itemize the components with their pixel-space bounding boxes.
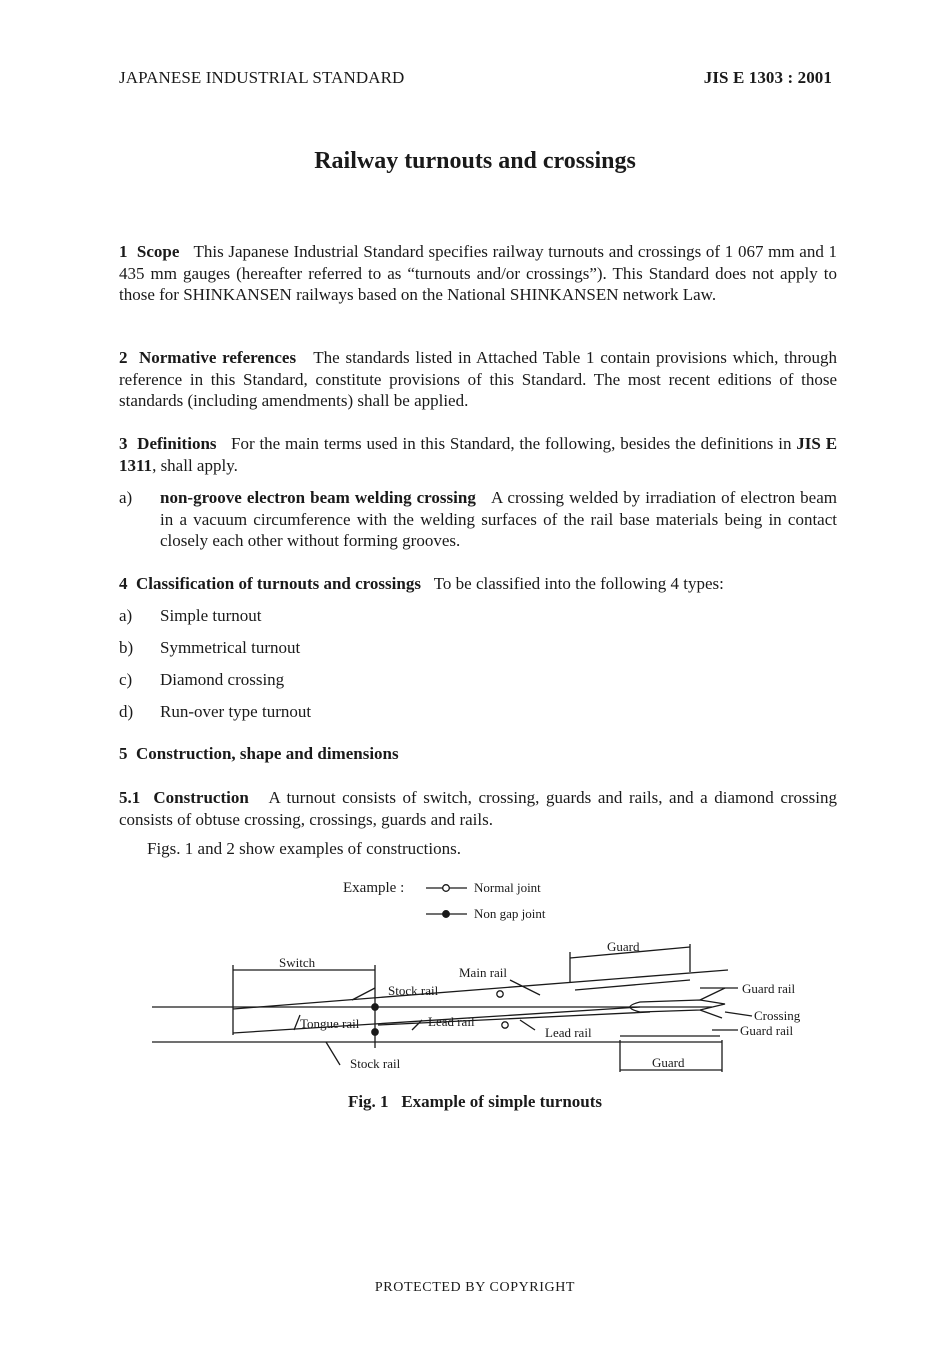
list-item-label: a) — [119, 606, 133, 625]
construction-heading: Construction — [153, 788, 249, 807]
scope-heading: Scope — [136, 242, 180, 261]
section-normative-references — [119, 347, 837, 412]
figs-note: Figs. 1 and 2 show examples of constructions. — [147, 839, 461, 858]
list-item-label: d) — [119, 702, 134, 721]
section-classification — [119, 573, 837, 595]
crossing-frog — [630, 1000, 725, 1012]
footer-copyright: PROTECTED BY COPYRIGHT — [374, 1280, 576, 1295]
nongap-joint-icon — [372, 1004, 378, 1010]
section-scope — [119, 241, 837, 306]
section-construction-shape — [119, 744, 399, 764]
normal-joint-icon — [497, 991, 503, 997]
normative-heading: Normative references — [138, 348, 297, 367]
lead-rail-1-label: Lead rail — [428, 1014, 475, 1029]
definition-term: non-groove electron beam welding crossing — [160, 488, 476, 507]
guard-rail-top-label: Guard rail — [742, 981, 796, 996]
legend-normal-joint-icon — [443, 885, 450, 892]
list-item — [119, 669, 837, 691]
guard-rail-top-line — [575, 980, 690, 990]
section-construction — [119, 787, 837, 830]
construction-number: 5.1 — [119, 788, 141, 807]
figure-caption — [0, 1092, 950, 1112]
nongap-joint-icon — [372, 1029, 378, 1035]
normal-joint-icon — [502, 1022, 508, 1028]
definitions-text-after: , shall apply. — [152, 455, 238, 475]
definition-text: A crossing welded by irradiation of electron beam in a vacuum circumference with the welding surfaces of the rail base materials being in contact closely each other without forming grooves. — [160, 488, 837, 550]
figure-caption-text: Example of simple turnouts — [401, 1092, 603, 1111]
lead-rail-2-label: Lead rail — [545, 1025, 592, 1040]
definitions-text: For the main terms used in this Standard, the following, besides the definitions in — [231, 434, 792, 453]
list-item — [119, 701, 837, 723]
classification-number: 4 — [119, 574, 128, 593]
main-rail-leader — [510, 980, 540, 995]
list-item-label: b) — [119, 638, 134, 657]
legend-normal-label: Normal joint — [474, 880, 541, 895]
definition-item — [119, 487, 837, 552]
construction-shape-heading: Construction, shape and dimensions — [136, 744, 399, 763]
guard-rail-bottom-label: Guard rail — [740, 1023, 794, 1038]
normative-number: 2 — [119, 348, 128, 367]
scope-text: This Japanese Industrial Standard specifies railway turnouts and crossings of 1 067 mm and 1 435 mm gauges (hereafter referred to as “turnouts and/or crossings”). This Standard does not apply to those for SHINKANSEN railways based on the National SHINKANSEN network Law. — [119, 242, 838, 304]
turnout-diagram — [0, 870, 950, 1120]
definition-item-label: a) — [119, 488, 133, 507]
construction-shape-number: 5 — [119, 744, 128, 763]
crossing-label: Crossing — [754, 1008, 801, 1023]
legend-nongap-label: Non gap joint — [474, 906, 546, 921]
list-item-text: Simple turnout — [160, 606, 262, 625]
figure-caption-number: Fig. 1 — [347, 1092, 389, 1111]
stock-rail-bottom-label: Stock rail — [350, 1056, 401, 1071]
guard-bottom-label: Guard — [652, 1055, 685, 1070]
stock-rail-bottom-leader — [326, 1042, 340, 1065]
normative-text: The standards listed in Attached Table 1 contain provisions which, through reference in this Standard, constitute provisions of this Standard. The most recent editions of those standards (including amendments) shall be applied. — [119, 348, 838, 410]
lead-rail-2-leader — [520, 1020, 535, 1030]
legend-prefix: Example : — [343, 880, 405, 896]
construction-text: A turnout consists of switch, crossing, guards and rails, and a diamond crossing consists of obtuse crossing, crossings, guards and rails. — [119, 788, 838, 829]
legend-nongap-joint-icon — [443, 911, 450, 918]
header-standard-number: JIS E 1303 : 2001 — [703, 68, 832, 87]
tongue-rail-label: Tongue rail — [300, 1016, 360, 1031]
definitions-ref: JIS E 1311 — [119, 434, 838, 475]
list-item — [119, 605, 837, 627]
section-definitions — [119, 433, 837, 476]
list-item-text: Run-over type turnout — [160, 702, 312, 721]
crossing-wing-top — [700, 988, 725, 1000]
crossing-leader — [725, 1012, 752, 1016]
definitions-heading: Definitions — [137, 434, 217, 453]
stock-rail-top-label: Stock rail — [388, 983, 439, 998]
switch-label: Switch — [279, 955, 316, 970]
definitions-number: 3 — [119, 434, 128, 453]
list-item-text: Diamond crossing — [160, 670, 285, 689]
list-item-label: c) — [119, 670, 133, 689]
header-standard-name: JAPANESE INDUSTRIAL STANDARD — [119, 68, 405, 87]
page-title: Railway turnouts and crossings — [314, 148, 636, 174]
guard-top-label: Guard — [607, 939, 640, 954]
scope-number: 1 — [119, 242, 128, 261]
list-item-text: Symmetrical turnout — [160, 638, 301, 657]
classification-text: To be classified into the following 4 types: — [433, 574, 724, 593]
list-item — [119, 637, 837, 659]
main-rail-label: Main rail — [459, 965, 508, 980]
crossing-wing-bottom — [700, 1010, 722, 1018]
classification-heading: Classification of turnouts and crossings — [136, 574, 421, 593]
